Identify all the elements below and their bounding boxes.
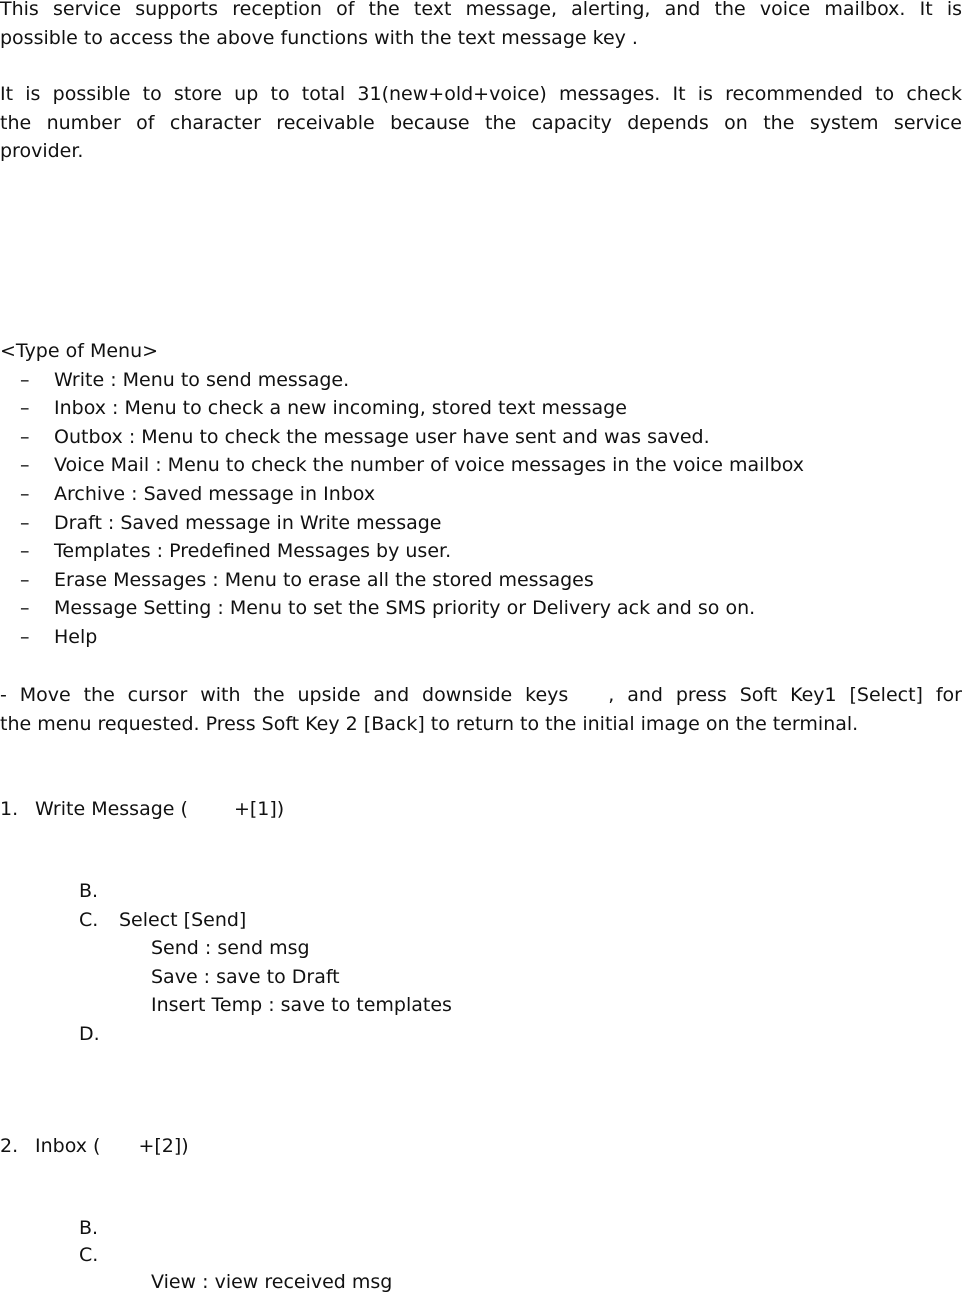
menu-heading: <Type of Menu> <box>0 340 159 362</box>
intro-line-5: provider. <box>0 140 84 163</box>
list-dash: – <box>20 482 30 505</box>
menu-item-text: Erase Messages : Menu to erase all the stored messages <box>54 568 594 591</box>
intro-line-1: This service supports reception of the text message, alerting, and the voice mailbox. It is <box>0 0 962 20</box>
navigation-line-1 <box>0 681 962 710</box>
section-1-item-b <box>79 877 119 906</box>
section-2-item-c <box>79 1241 119 1270</box>
menu-item-text: Archive : Saved message in Inbox <box>54 482 376 505</box>
menu-item-text: Outbox : Menu to check the message user have sent and was saved. <box>54 425 710 448</box>
list-dash: – <box>20 397 30 420</box>
section-title-a: Write Message ( <box>35 798 188 820</box>
item-letter: B. <box>79 880 99 902</box>
section-title-b: +[2]) <box>138 1135 189 1157</box>
detail-insert-temp: Insert Temp : save to templates <box>151 994 452 1017</box>
navigation-line-2: the menu requested. Press Soft Key 2 [Back] to return to the initial image on the terminal. <box>0 712 859 735</box>
list-dash: – <box>20 425 30 448</box>
item-letter: C. <box>79 1244 99 1266</box>
menu-item-text: Templates : Predefined Messages by user. <box>54 540 452 563</box>
section-title-a: Inbox ( <box>35 1135 101 1157</box>
section-2-heading <box>0 1132 189 1161</box>
list-dash: – <box>20 540 30 563</box>
intro-line-3: It is possible to store up to total 31(new+old+voice) messages. It is recommended to check <box>0 83 962 105</box>
navigation-text-b: , and press Soft Key1 [Select] for <box>608 684 962 706</box>
detail-send: Send : send msg <box>151 937 310 960</box>
menu-item-text: Draft : Saved message in Write message <box>54 511 442 534</box>
section-number: 1. <box>0 798 19 820</box>
section-1-item-d <box>79 1020 119 1049</box>
item-text: Select [Send] <box>119 908 247 931</box>
list-dash: – <box>20 368 30 391</box>
item-letter: C. <box>79 908 99 931</box>
detail-save: Save : save to Draft <box>151 965 340 988</box>
navigation-text-a: - Move the cursor with the upside and downside keys <box>0 684 569 706</box>
menu-item-text: Write : Menu to send message. <box>54 368 350 391</box>
section-2-item-b <box>79 1214 119 1243</box>
menu-item-text: Voice Mail : Menu to check the number of voice messages in the voice mailbox <box>54 454 805 477</box>
list-dash: – <box>20 597 30 620</box>
section-1-heading <box>0 795 284 824</box>
intro-line-2: possible to access the above functions with the text message key . <box>0 26 638 49</box>
list-dash: – <box>20 511 30 534</box>
intro-paragraph-1 <box>0 0 962 52</box>
section-number: 2. <box>0 1135 19 1157</box>
menu-item-text: Help <box>54 625 98 648</box>
detail-view: View : view received msg <box>151 1271 393 1293</box>
list-dash: – <box>20 454 30 477</box>
navigation-paragraph <box>0 681 962 738</box>
item-letter: D. <box>79 1023 100 1045</box>
section-1-item-c <box>79 906 246 935</box>
menu-item-text: Message Setting : Menu to set the SMS priority or Delivery ack and so on. <box>54 597 756 620</box>
section-title-b: +[1]) <box>233 798 285 820</box>
list-dash: – <box>20 625 30 648</box>
list-dash: – <box>20 568 30 591</box>
intro-paragraph-2 <box>0 80 962 166</box>
intro-line-4: the number of character receivable because the capacity depends on the system service <box>0 111 962 134</box>
item-letter: B. <box>79 1217 99 1239</box>
menu-item-text: Inbox : Menu to check a new incoming, stored text message <box>54 397 627 420</box>
